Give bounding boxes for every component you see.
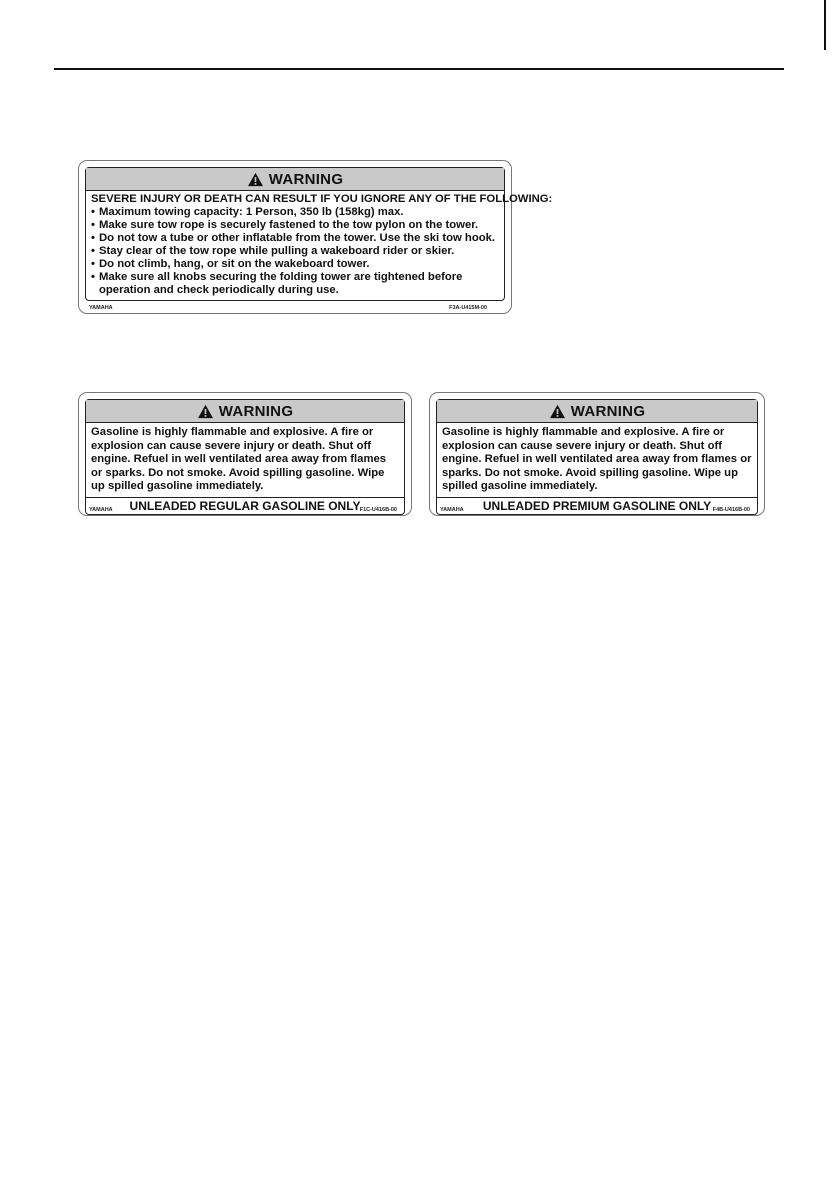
label-small-print	[89, 305, 501, 311]
brand-text: YAMAHA	[89, 507, 113, 513]
fuel-warning-panel	[436, 399, 758, 515]
warning-item-text: Make sure all knobs securing the folding tower are tightened before operation and check periodically during use.	[99, 271, 463, 296]
warning-header	[86, 168, 504, 191]
fuel-warning-label-premium	[429, 392, 765, 516]
warning-triangle-icon	[197, 404, 214, 419]
fuel-warning-text: Gasoline is highly flammable and explosive. A fire or explosion can cause severe injury or death. Shut off engine. Refuel in well ventilated area away from flames or sparks. Do not smoke. Avoid spilling gasoline. Wipe up spilled gasoline immediately.	[442, 426, 752, 493]
label-small-print	[440, 507, 754, 513]
fuel-type-footer: UNLEADED PREMIUM GASOLINE ONLY	[437, 497, 757, 514]
warning-heading: WARNING	[268, 170, 344, 188]
header-rule	[54, 68, 784, 70]
fuel-warning-panel	[85, 399, 405, 515]
fuel-type-footer: UNLEADED REGULAR GASOLINE ONLY	[86, 497, 404, 514]
warning-item-text: Do not tow a tube or other inflatable from the tower. Use the ski tow hook.	[99, 232, 496, 244]
warning-header	[437, 400, 757, 423]
part-number: F4B-U416B-00	[712, 507, 750, 513]
warning-item-text: Stay clear of the tow rope while pulling a wakeboard rider or skier.	[99, 245, 455, 257]
warning-item: • Maximum towing capacity: 1 Person, 350 lb (158kg) max.	[91, 206, 404, 218]
label-small-print	[89, 507, 401, 513]
warning-item: • Make sure all knobs securing the folding tower are tightened before operation and check periodically during use.	[91, 271, 499, 297]
crop-mark	[824, 0, 826, 50]
warning-item-text: Make sure tow rope is securely fastened to the tow pylon on the tower.	[99, 219, 479, 231]
brand-text: YAMAHA	[89, 305, 113, 311]
warning-intro: SEVERE INJURY OR DEATH CAN RESULT IF YOU IGNORE ANY OF THE FOLLOWING:	[91, 193, 553, 205]
warning-triangle-icon	[549, 404, 566, 419]
tower-warning-panel	[85, 167, 553, 301]
tower-warning-label	[78, 160, 553, 314]
warning-item: • Make sure tow rope is securely fastened to the tow pylon on the tower.	[91, 219, 479, 231]
warning-item-text: Maximum towing capacity: 1 Person, 350 lb (158kg) max.	[99, 206, 404, 218]
warning-header	[86, 400, 404, 423]
brand-text: YAMAHA	[440, 507, 464, 513]
warning-item: • Stay clear of the tow rope while pulling a wakeboard rider or skier.	[91, 245, 455, 257]
warning-item: • Do not climb, hang, or sit on the wakeboard tower.	[91, 258, 370, 270]
part-number: F1C-U416B-00	[359, 507, 397, 513]
fuel-warning-text: Gasoline is highly flammable and explosive. A fire or explosion can cause severe injury or death. Shut off engine. Refuel in well ventilated area away from flames or sparks. Do not smoke. Avoid spilling gasoline. Wipe up spilled gasoline immediately.	[91, 426, 387, 493]
warning-triangle-icon	[247, 172, 264, 187]
warning-body	[86, 191, 553, 300]
warning-item: • Do not tow a tube or other inflatable from the tower. Use the ski tow hook.	[91, 232, 496, 244]
warning-heading: WARNING	[218, 402, 294, 420]
warning-heading: WARNING	[570, 402, 646, 420]
part-number: F3A-U415M-00	[449, 305, 487, 311]
fuel-warning-label-regular	[78, 392, 412, 516]
warning-item-text: Do not climb, hang, or sit on the wakeboard tower.	[99, 258, 370, 270]
